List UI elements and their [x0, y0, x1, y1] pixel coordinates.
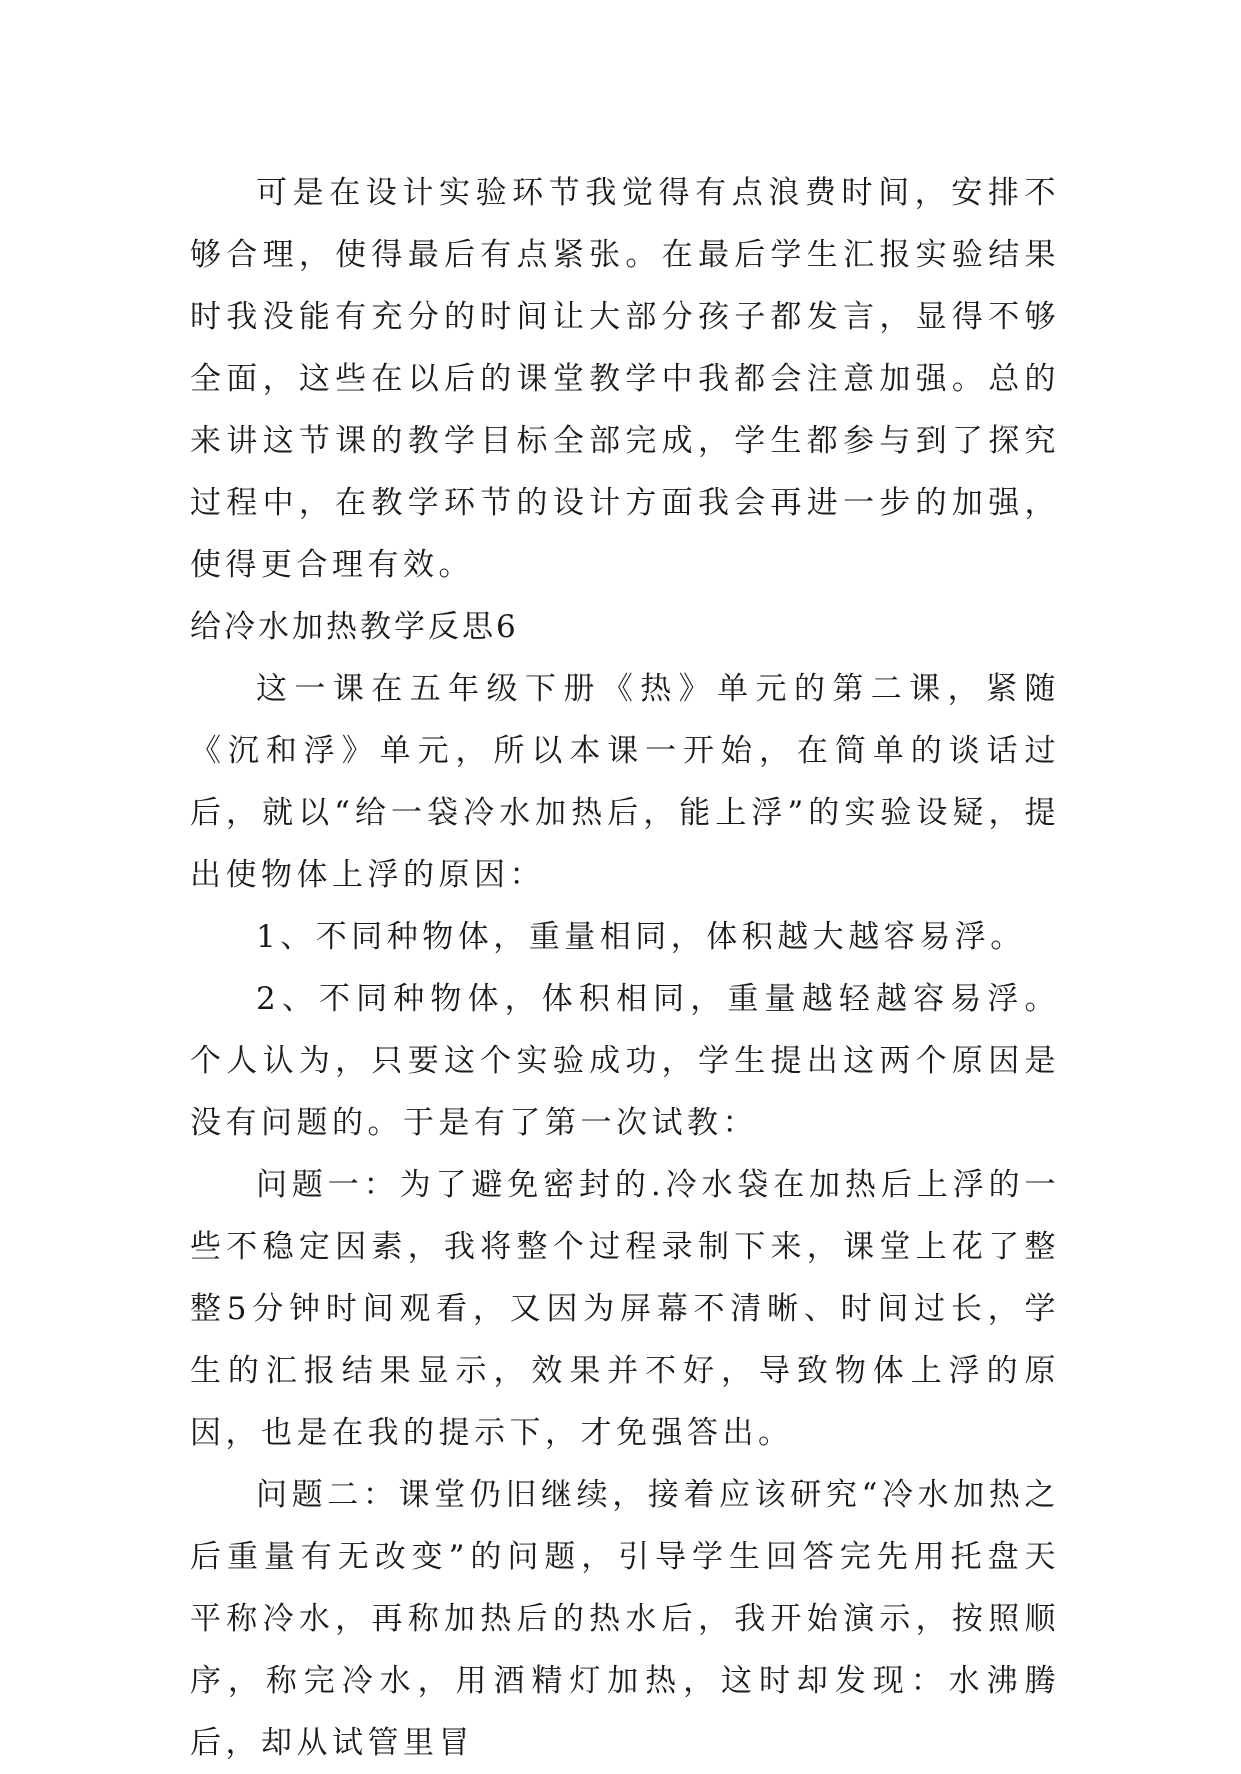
document-body [190, 162, 1060, 1774]
paragraph-3: 2、不同种物体，体积相同，重量越轻越容易浮。个人认为，只要这个实验成功，学生提出这两个原因是没有问题的。于是有了第一次试教： [190, 981, 1060, 1141]
paragraph-1: 这一课在五年级下册《热》单元的第二课，紧随《沉和浮》单元，所以本课一开始，在简单的谈话过后，就以“给一袋冷水加热后，能上浮”的实验设疑，提出使物体上浮的原因： [190, 671, 1060, 893]
paragraph-intro: 可是在设计实验环节我觉得有点浪费时间，安排不够合理，使得最后有点紧张。在最后学生汇报实验结果时我没能有充分的时间让大部分孩子都发言，显得不够全面，这些在以后的课堂教学中我都会注意加强。总的来讲这节课的教学目标全部完成，学生都参与到了探究过程中，在教学环节的设计方面我会再进一步的加强，使得更合理有效。 [190, 175, 1060, 583]
section-title: 给冷水加热教学反思6 [190, 609, 519, 645]
paragraph-5: 问题二：课堂仍旧继续，接着应该研究“冷水加热之后重量有无改变”的问题，引导学生回答完先用托盘天平称冷水，再称加热后的热水后，我开始演示，按照顺序，称完冷水，用酒精灯加热，这时却发现：水沸腾后，却从试管里冒 [190, 1477, 1060, 1761]
paragraph-2: 1、不同种物体，重量相同，体积越大越容易浮。 [256, 919, 1026, 955]
paragraph-4: 问题一：为了避免密封的.冷水袋在加热后上浮的一些不稳定因素，我将整个过程录制下来，课堂上花了整整5分钟时间观看，又因为屏幕不清晰、时间过长，学生的汇报结果显示，效果并不好，导致物体上浮的原因，也是在我的提示下，才免强答出。 [190, 1167, 1060, 1451]
